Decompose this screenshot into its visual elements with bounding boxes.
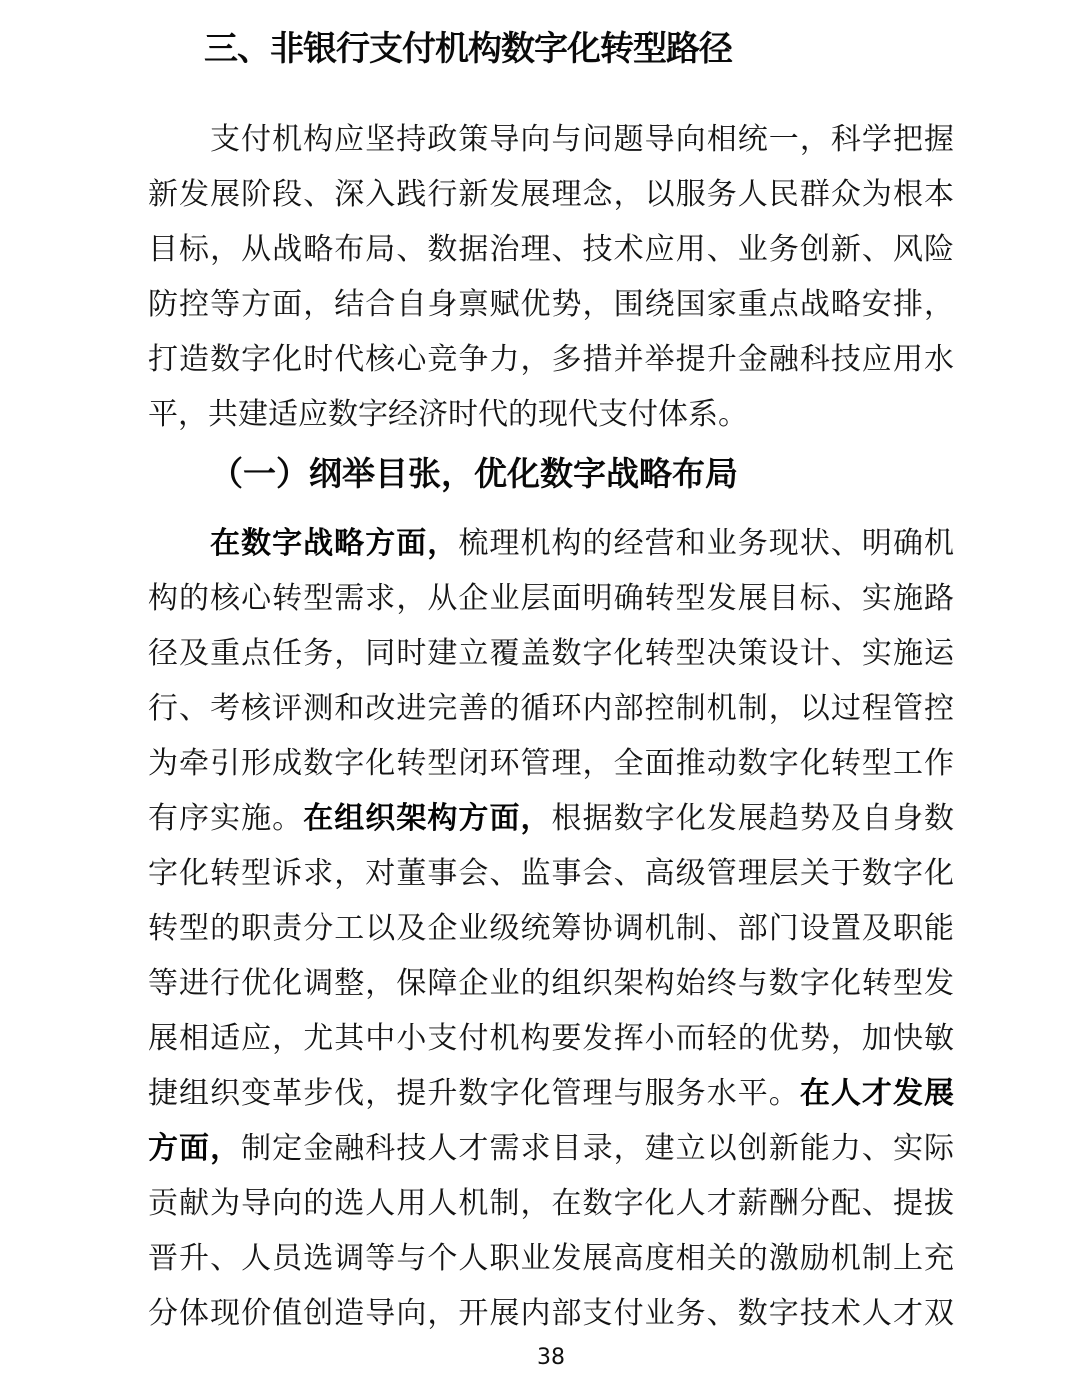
- bold-lead-in: 在组织架构方面，: [303, 801, 552, 836]
- body-line: 晋升、人员选调等与个人职业发展高度相关的激励机制上充: [148, 1241, 954, 1276]
- body-line: 支付机构应坚持政策导向与问题导向相统一，科学把握: [210, 122, 954, 157]
- body-line: 构的核心转型需求，从企业层面明确转型发展目标、实施路: [148, 581, 954, 616]
- body-line: 分体现价值创造导向，开展内部支付业务、数字技术人才双: [148, 1296, 954, 1331]
- body-line: [148, 1066, 954, 1121]
- body-line: 平，共建适应数字经济时代的现代支付体系。: [148, 397, 748, 432]
- body-text-run: 捷组织变革步伐，提升数字化管理与服务水平。: [148, 1076, 800, 1111]
- body-line: 防控等方面，结合自身禀赋优势，围绕国家重点战略安排，: [148, 287, 954, 322]
- body-text-run: 制定金融科技人才需求目录，建立以创新能力、实际: [241, 1131, 954, 1166]
- body-line: 展相适应，尤其中小支付机构要发挥小而轻的优势，加快敏: [148, 1021, 954, 1056]
- body-line: 径及重点任务，同时建立覆盖数字化转型决策设计、实施运: [148, 636, 954, 671]
- body-line: 转型的职责分工以及企业级统筹协调机制、部门设置及职能: [148, 911, 954, 946]
- body-line: 等进行优化调整，保障企业的组织架构始终与数字化转型发: [148, 966, 954, 1001]
- body-line: 贡献为导向的选人用人机制，在数字化人才薪酬分配、提拔: [148, 1186, 954, 1221]
- bold-lead-in: 在数字战略方面，: [210, 526, 459, 561]
- body-line: 打造数字化时代核心竞争力，多措并举提升金融科技应用水: [148, 342, 954, 377]
- body-line: 目标，从战略布局、数据治理、技术应用、业务创新、风险: [148, 232, 954, 267]
- section-heading: （一）纲举目张，优化数字战略布局: [210, 454, 738, 493]
- body-line: 行、考核评测和改进完善的循环内部控制机制，以过程管控: [148, 691, 954, 726]
- body-text-run: 有序实施。: [148, 801, 304, 836]
- body-line: 为牵引形成数字化转型闭环管理，全面推动数字化转型工作: [148, 746, 954, 781]
- body-line: 字化转型诉求，对董事会、监事会、高级管理层关于数字化: [148, 856, 954, 891]
- body-text-run: 梳理机构的经营和业务现状、明确机: [458, 526, 954, 561]
- bold-lead-in: 方面，: [148, 1131, 242, 1166]
- page-number: 38: [537, 1345, 565, 1370]
- body-line: [148, 791, 954, 846]
- chapter-title: 三、非银行支付机构数字化转型路径: [204, 29, 732, 69]
- intro-paragraph: [148, 112, 954, 442]
- body-line: 新发展阶段、深入践行新发展理念，以服务人民群众为根本: [148, 177, 954, 212]
- bold-lead-in: 在人才发展: [799, 1076, 954, 1111]
- body-line: [148, 1121, 954, 1176]
- body-text-run: 根据数字化发展趋势及自身数: [551, 801, 954, 836]
- body-line: [148, 516, 954, 571]
- section-paragraph: [148, 516, 954, 1341]
